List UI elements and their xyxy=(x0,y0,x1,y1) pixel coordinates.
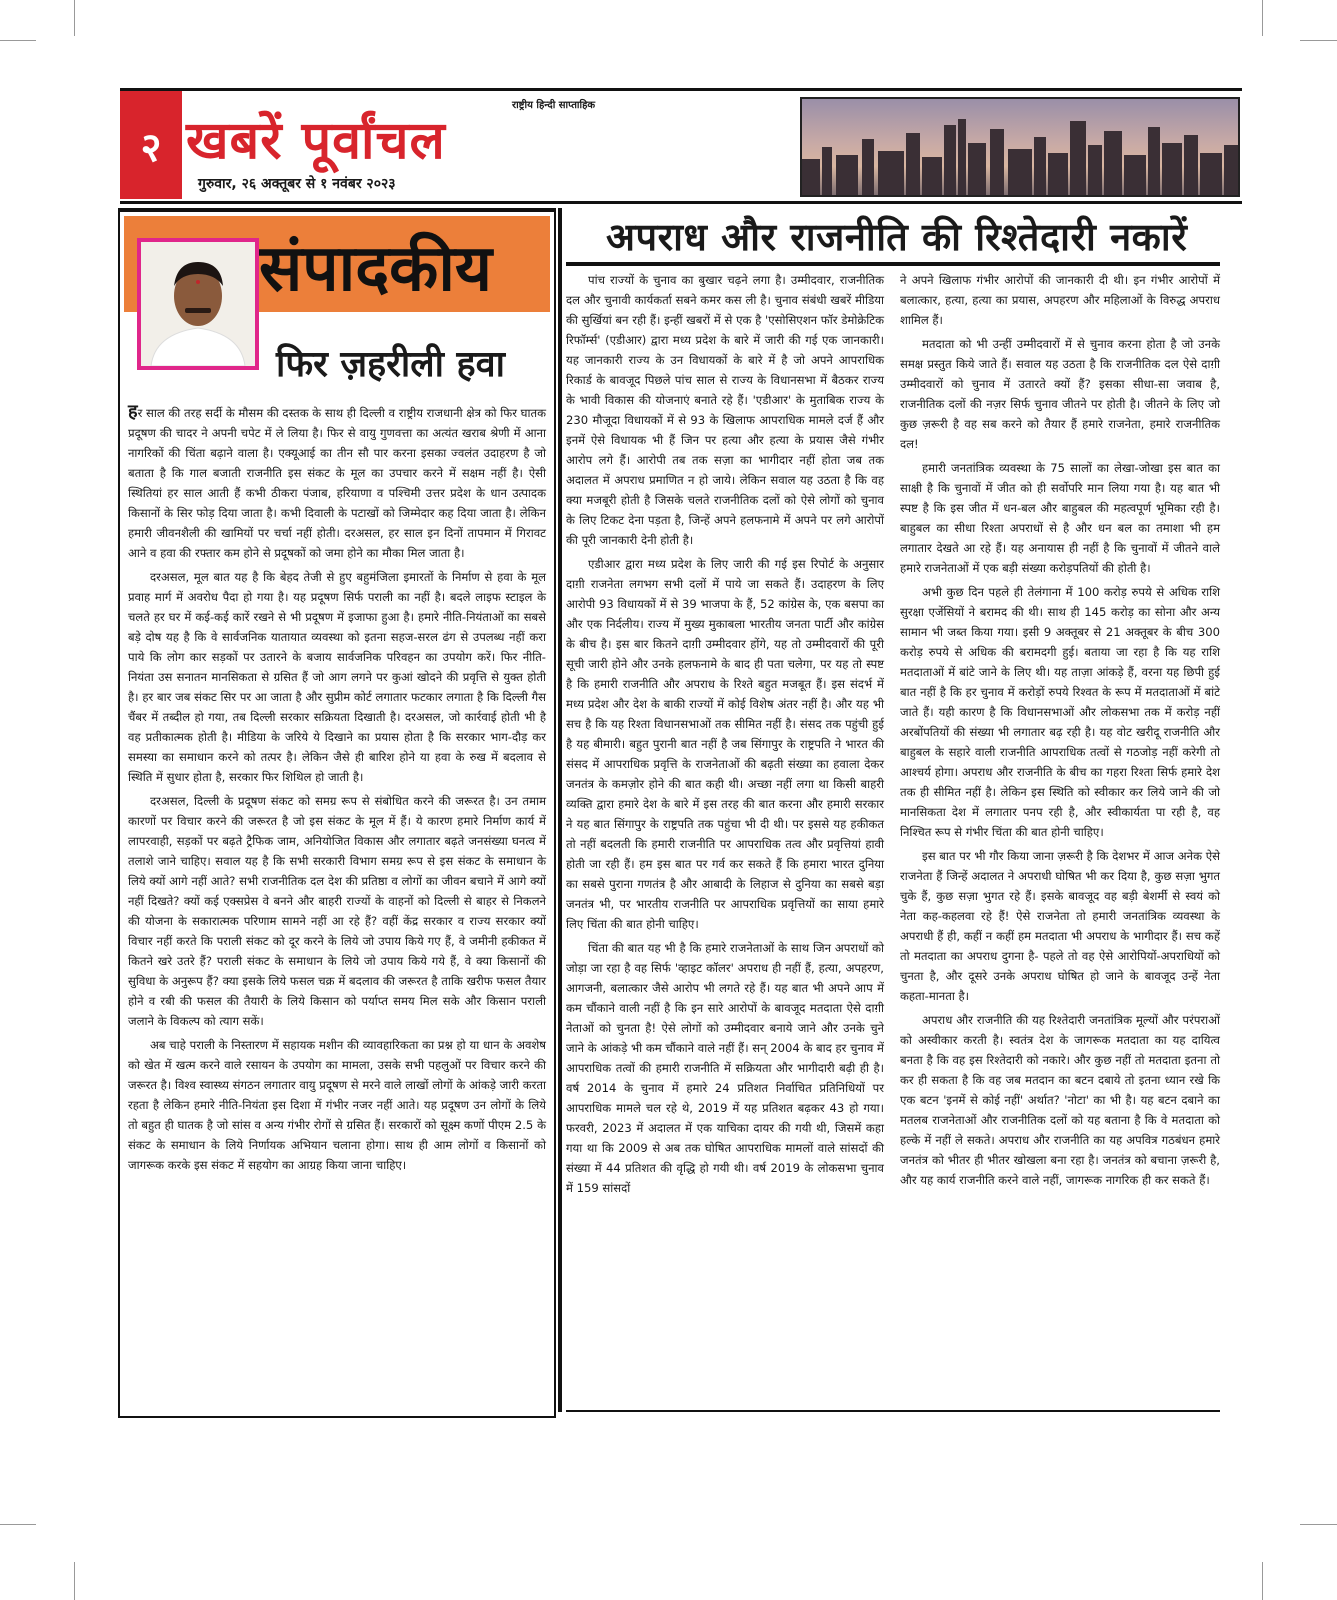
crop-mark xyxy=(1262,0,1263,36)
editorial-paragraph: दरअसल, मूल बात यह है कि बेहद तेजी से हुए बहुमंजिला इमारतों के निर्माण से हवा के मूल प्रवाह मार्ग में अवरोध पैदा हो गया है। यह प्रदूषण सिर्फ पराली का नहीं है। बदले लाइफ स्टाइल के चलते हर घर में कई-कई कारें रखने से भी प्रदूषण में इजाफा हुआ है। हमारे नीति-नियंताओं का सबसे बड़े दोष यह है कि वे सार्वजनिक यातायात व्यवस्था को इतना सहज-सरल ढंग से उपलब्ध नहीं करा पाये कि लोग कार सड़कों पर उतारने के बजाय सार्वजनिक परिवहन का उपयोग करें। फिर नीति-नियंता उस सनातन मानसिकता से ग्रसित हैं जो आग लगने पर कुआं खोदने की प्रवृत्ति से युक्त होती है। हर बार जब संकट सिर पर आ जाता है और सुप्रीम कोर्ट लगातार फटकार लगाता है कि दिल्ली गैस चैंबर में तब्दील हो गया, तब दिल्ली सरकार सक्रियता दिखाती है। दरअसल, जो कार्रवाई होती भी है वह प्रतीकात्मक होती है। मीडिया के जरिये ये दिखाने का प्रयास होता है कि सरकार भाग-दौड़ कर समस्या का समाधान करने को तत्पर है। लेकिन जैसे ही बारिश होने या हवा के रुख में बदलाव से स्थिति में सुधार होता है, सरकार फिर शिथिल हो जाती है। xyxy=(128,570,546,784)
crop-mark xyxy=(0,40,36,41)
masthead xyxy=(120,88,1242,204)
drop-cap: ह xyxy=(128,401,138,422)
crop-mark xyxy=(1262,1562,1263,1600)
article-paragraph: मतदाता को भी उन्हीं उम्मीदवारों में से चुनाव करना होता है जो उनके समक्ष प्रस्तुत किये जाते हैं। सवाल यह उठता है कि राजनीतिक दल ऐसे दाग़ी उम्मीदवारों को चुनाव में उतारते क्यों हैं? इसका सीधा-सा जवाब है, राजनीतिक दलों की नज़र सिर्फ चुनाव जीतने पर होती है। जीतने के लिए जो कुछ ज़रूरी है वह सब करने को तैयार हैं हमारे राजनेता, हमारे राजनीतिक दल! xyxy=(900,337,1220,451)
crop-mark xyxy=(74,0,75,36)
editorial-paragraph: अब चाहे पराली के निस्तारण में सहायक मशीन की व्यावहारिकता का प्रश्न हो या धान के अवशेष को खेत में खत्म करने वाले रसायन के उपयोग का मामला, उसके सभी पहलुओं पर विचार करने की जरूरत है। विश्व स्वास्थ्य संगठन लगातार वायु प्रदूषण से मरने वाले लाखों लोगों के आंकड़े जारी करता रहता है लेकिन हमारे नीति-नियंता इस दिशा में गंभीर नजर नहीं आते। यह प्रदूषण उन लोगों के लिये तो बहुत ही घातक है जो सांस व अन्य गंभीर रोगों से ग्रसित हैं। सरकारों को सूक्ष्म कणों पीएम 2.5 के संकट के समाधान के लिये निर्णायक अभियान चलाना होगा। साथ ही आम लोगों व किसानों को जागरूक करके इस संकट में सहयोग का आग्रह किया जाना चाहिए। xyxy=(128,1038,546,1172)
column-divider xyxy=(558,208,562,1412)
crop-mark xyxy=(74,1562,75,1600)
crop-mark xyxy=(0,1524,36,1525)
article-paragraph: अभी कुछ दिन पहले ही तेलंगाना में 100 करोड़ रुपये से अधिक राशि सुरक्षा एजेंसियों ने बरामद की थी। साथ ही 145 करोड़ का सोना और अन्य सामान भी जब्त किया गया। इसी 9 अक्तूबर से 21 अक्तूबर के बीच 300 करोड़ रुपये से अधिक की बरामदगी हुई। बताया जा रहा है कि यह राशि मतदाताओं में बांटे जाने के लिए थी। यह ताज़ा आंकड़े हैं, वरना यह छिपी हुई बात नहीं है कि हर चुनाव में करोड़ों रुपये रिश्वत के रूप में मतदाताओं में बांटे जाते हैं। यही कारण है कि विधानसभाओं और लोकसभा तक में करोड़ नहीं अरबोंपतियों की संख्या भी लगातार बढ़ रही है। यह वोट खरीदू राजनीति और बाहुबल के सहारे वाली राजनीति आपराधिक तत्वों से गठजोड़ नहीं करेगी तो आश्चर्य होगा। अपराध और राजनीति के बीच का गहरा रिश्ता सिर्फ हमारे देश तक ही सीमित नहीं है। लेकिन इस स्थिति को स्वीकार कर लिये जाने की जो मानसिकता देश में लगातार पनप रही है, और स्वीकार्यता पा रही है, वह निश्चित रूप से गंभीर चिंता की बात होनी चाहिए। xyxy=(900,585,1220,839)
article-paragraph: अपराध और राजनीति की यह रिश्तेदारी जनतांत्रिक मूल्यों और परंपराओं को अस्वीकार करती है। स्वतंत्र देश के जागरूक मतदाता का यह दायित्व बनता है कि वह इस रिश्तेदारी को नकारे। और कुछ नहीं तो मतदाता इतना तो कर ही सकता है कि वह जब मतदान का बटन दबाये तो इतना ध्यान रखे कि एक बटन 'इनमें से कोई नहीं' अर्थात? 'नोटा' का भी है। यह बटन दबाने का मतलब राजनेताओं और राजनीतिक दलों को यह बताना है कि वे मतदाता को हल्के में नहीं ले सकते। अपराध और राजनीति का यह अपवित्र गठबंधन हमारे जनतंत्र को भीतर ही भीतर खोखला बना रहा है। जनतंत्र को बचाना ज़रूरी है, और यह कार्य राजनीति करने वाले नहीं, जागरूक नागरिक ही कर सकते हैं। xyxy=(900,1013,1220,1187)
article-paragraph: एडीआर द्वारा मध्य प्रदेश के लिए जारी की गई इस रिपोर्ट के अनुसार दाग़ी राजनेता लगभग सभी दलों में पाये जा सकते हैं। उदाहरण के लिए आरोपी 93 विधायकों में से 39 भाजपा के हैं, 52 कांग्रेस के, एक बसपा का और एक निर्दलीय। राज्य में मुख्य मुकाबला भारतीय जनता पार्टी और कांग्रेस के बीच है। इस बार कितने दाग़ी उम्मीदवार होंगे, यह तो उम्मीदवारों की पूरी सूची जारी होने और उनके हलफनामे के बाद ही पता चलेगा, पर यह तो स्पष्ट है कि हमारी राजनीति और अपराध के रिश्ते बहुत मजबूत हैं। इस संदर्भ में मध्य प्रदेश और देश के बाकी राज्यों में कोई विशेष अंतर नहीं है। और यह भी सच है कि यह रिश्ता विधानसभाओं तक सीमित नहीं है। संसद तक पहुंची हुई है यह बीमारी। बहुत पुरानी बात नहीं है जब सिंगापुर के राष्ट्रपति ने भारत की संसद में आपराधिक प्रवृत्ति के राजनेताओं की बढ़ती संख्या का हवाला देकर जनतंत्र के कमज़ोर होने की बात कही थी। अच्छा नहीं लगा था किसी बाहरी व्यक्ति द्वारा हमारे देश के बारे में इस तरह की बात करना और हमारी सरकार ने यह बात सिंगापुर के राष्ट्रपति तक पहुंचा भी दी थी। पर इससे यह हकीकत तो नहीं बदलती कि हमारी राजनीति पर आपराधिक तत्व और प्रवृत्तियां हावी होती जा रही हैं। हम इस बात पर गर्व कर सकते हैं कि हमारा भारत दुनिया का सबसे पुराना गणतंत्र है और आबादी के लिहाज से दुनिया का सबसे बड़ा जनतंत्र भी, पर भारतीय राजनीति पर आपराधिक प्रवृत्तियों का साया हमारे लिए चिंता की बात होनी चाहिए। xyxy=(566,557,884,931)
article-paragraph: चिंता की बात यह भी है कि हमारे राजनेताओं के साथ जिन अपराधों को जोड़ा जा रहा है वह सिर्फ 'व्हाइट कॉलर' अपराध ही नहीं हैं, हत्या, अपहरण, आगजनी, बलात्कार जैसे आरोप भी लगते रहे हैं। यह बात भी अपने आप में कम चौंकाने वाली नहीं है कि इन सारे आरोपों के बावजूद मतदाता ऐसे दाग़ी नेताओं को चुनता है! ऐसे लोगों को उम्मीदवार बनाये जाने और उनके चुने जाने के आंकड़े भी कम चौंकाने वाले नहीं हैं। सन् 2004 के बाद हर चुनाव में आपराधिक तत्वों की हमारी राजनीति में सक्रियता और भागीदारी बढ़ी ही है। वर्ष 2014 के चुनाव में हमारे 24 प्रतिशत निर्वाचित प्रतिनिधियों पर आपराधिक मामले चल रहे थे, 2019 में यह प्रतिशत बढ़कर 43 हो गया। फरवरी, 2023 में अदालत में एक याचिका दायर की गयी थी, जिसमें कहा गया था कि 2009 से अब तक घोषित आपराधिक मामलों वाले सांसदों की संख्या में 44 प्रतिशत की वृद्धि हो गयी थी। वर्ष 2019 के लोकसभा चुनाव में 159 सांसदों xyxy=(566,941,884,1195)
editorial-section-title: संपादकीय xyxy=(259,232,493,306)
editorial-headline: फिर ज़हरीली हवा xyxy=(276,344,505,385)
article-bottom-rule xyxy=(566,1410,1220,1412)
headline-underline xyxy=(566,262,1220,266)
article-paragraph: इस बात पर भी गौर किया जाना ज़रूरी है कि देशभर में आज अनेक ऐसे राजनेता हैं जिन्हें अदालत ने अपराधी घोषित भी कर दिया है, कुछ सज़ा भुगत चुके हैं, कुछ सज़ा भुगत रहे हैं। इसके बावजूद वह बड़ी बेशर्मी से स्वयं को नेता कह-कहलवा रहे हैं! ऐसे राजनेता तो हमारी जनतांत्रिक व्यवस्था के अपराधी हैं ही, कहीं न कहीं हम मतदाता भी अपराध के भागीदार हैं। सच कहें तो मतदाता का अपराध दुगना है- पहले तो वह ऐसे आरोपियों-अपराधियों को चुनता है, और दूसरे उनके अपराध घोषित हो जाने के बावजूद उन्हें नेता कहता-मानता है। xyxy=(900,849,1220,1003)
editor-photo xyxy=(137,238,259,370)
article-paragraph: ने अपने खिलाफ गंभीर आरोपों की जानकारी दी थी। इन गंभीर आरोपों में बलात्कार, हत्या, हत्या का प्रयास, अपहरण और महिलाओं के विरुद्ध अपराध शामिल हैं। xyxy=(900,273,1220,327)
article-column-1 xyxy=(566,270,884,1202)
article-paragraph: हमारी जनतांत्रिक व्यवस्था के 75 सालों का लेखा-जोखा इस बात का साक्षी है कि चुनावों में जीत को ही सर्वोपरि मान लिया गया है। यह बात भी स्पष्ट है कि इस जीत में धन-बल और बाहुबल की महत्वपूर्ण भूमिका रही है। बाहुबल का सीधा रिश्ता अपराधों से है और धन बल का तमाशा भी हम लगातार देखते आ रहे हैं। यह अनायास ही नहीं है कि चुनावों में जीतने वाले हमारे राजनेताओं में एक बड़ी संख्या करोड़पतियों की होती है। xyxy=(900,461,1220,575)
city-skyline-image xyxy=(800,97,1240,197)
article-column-2 xyxy=(900,270,1220,1194)
article-paragraph: पांच राज्यों के चुनाव का बुखार चढ़ने लगा है। उम्मीदवार, राजनीतिक दल और चुनावी कार्यकर्ता सबने कमर कस ली है। चुनाव संबंधी खबरें मीडिया की सुर्खियां बन रही हैं। इन्हीं खबरों में से एक है 'एसोसिएशन फॉर डेमोक्रेटिक रिफॉर्म्स' (एडीआर) द्वारा मध्य प्रदेश के बारे में जारी की गई एक जानकारी। यह जानकारी राज्य के उन विधायकों के बारे में है जो अपने आपराधिक रिकार्ड के बावजूद पिछले पांच साल से राज्य के विधानसभा में बैठकर राज्य के भावी विकास की योजनाएं बनाते रहे हैं। 'एडीआर' के मुताबिक राज्य के 230 मौजूदा विधायकों में से 93 के खिलाफ आपराधिक मामले दर्ज हैं और इनमें ऐसे विधायक भी हैं जिन पर हत्या और हत्या के प्रयास जैसे गंभीर आरोप लगे हैं। आरोपी तब तक सज़ा का भागीदार नहीं होता जब तक अदालत में अपराध प्रमाणित न हो जाये। लेकिन सवाल यह उठता है कि वह क्या मजबूरी होती है जिसके चलते राजनीतिक दलों को ऐसे लोगों को चुनाव के लिए टिकट देना पड़ता है, जिन्हें अपने हलफनामे में अपने पर लगे आरोपों की पूरी जानकारी देनी होती है। xyxy=(566,273,884,547)
editorial-column xyxy=(118,208,556,1418)
page-number: २ xyxy=(120,91,182,199)
newspaper-name: खबरें पूर्वांचल xyxy=(186,111,446,171)
article-headline: अपराध और राजनीति की रिश्तेदारी नकारें xyxy=(606,215,1188,259)
masthead-tagline: राष्ट्रीय हिन्दी साप्ताहिक xyxy=(512,100,596,111)
crop-mark xyxy=(1300,1524,1337,1525)
editorial-paragraph: दरअसल, दिल्ली के प्रदूषण संकट को समग्र रूप से संबोधित करने की जरूरत है। उन तमाम कारणों पर विचार करने की जरूरत है जो इस संकट के मूल में हैं। ये कारण हमारे निर्माण कार्य में लापरवाही, सड़कों पर बढ़ते ट्रैफिक जाम, अनियोजित विकास और लगातार बढ़ते जनसंख्या घनत्व में तलाशे जाने चाहिए। सवाल यह है कि सभी सरकारी विभाग समग्र रूप से इस संकट के समाधान के लिये क्यों आगे नहीं आते? सभी राजनीतिक दल देश की प्रतिष्ठा व लोगों का जीवन बचाने में आगे क्यों नहीं दिखते? क्यों कई एक्सप्रेस वे बनने और बाहरी राज्यों के वाहनों को दिल्ली से बाहर से निकलने की योजना के सकारात्मक परिणाम सामने नहीं आ रहे हैं? वहीं केंद्र सरकार व राज्य सरकार क्यों विचार नहीं करते कि पराली संकट को दूर करने के लिये जो उपाय किये गए हैं, वे जमीनी हकीकत में कितने खरे उतरे हैं? पराली संकट के समाधान के लिये जो उपाय किये गये हैं, वे क्या किसानों की सुविधा के अनुरूप हैं? क्या इसके लिये फसल चक्र में बदलाव की जरूरत है ताकि खरीफ फसल तैयार होने व रबी की फसल की तैयारी के लिये किसान को पर्याप्त समय मिल सके और किसान पराली जलाने के विकल्प को त्याग सकें। xyxy=(128,794,546,1028)
editorial-body xyxy=(128,402,546,1179)
editorial-paragraph: हर साल की तरह सर्दी के मौसम की दस्तक के साथ ही दिल्ली व राष्ट्रीय राजधानी क्षेत्र को फिर घातक प्रदूषण की चादर ने अपनी चपेट में ले लिया है। फिर से वायु गुणवत्ता का अत्यंत खराब श्रेणी में आना नागरिकों की चिंता बढ़ाने वाला है। एक्यूआई का तीन सौ पार करना इसका ज्वलंत उदाहरण है जो बताता है कि गाल बजाती राजनीति इस संकट के मूल का उपचार करने में सक्षम नहीं है। ऐसी स्थितियां हर साल आती हैं कभी ठीकरा पंजाब, हरियाणा व पश्चिमी उत्तर प्रदेश के धान उत्पादक किसानों के सिर फोड़ दिया जाता है। कभी दिवाली के पटाखों को जिम्मेदार कह दिया जाता है। लेकिन हमारी जीवनशैली की खामियों पर चर्चा नहीं होती। दरअसल, हर साल इन दिनों तापमान में गिरावट आने व हवा की रफ्तार कम होने से प्रदूषकों को जमा होने का मौका मिल जाता है। xyxy=(128,401,546,560)
crop-mark xyxy=(1300,40,1337,41)
issue-date: गुरुवार, २६ अक्तूबर से १ नवंबर २०२३ xyxy=(198,176,396,192)
